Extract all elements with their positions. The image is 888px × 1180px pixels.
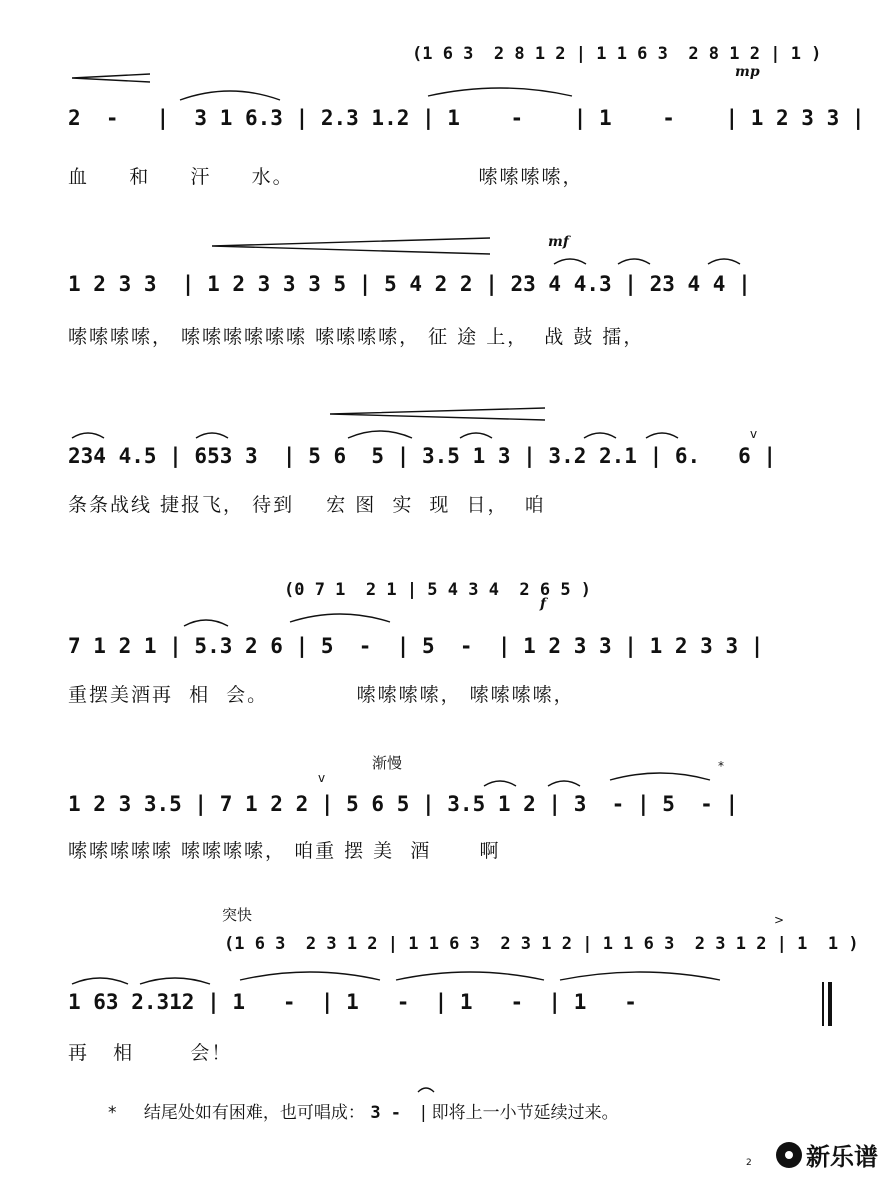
tempo-sudden-fast: 突快 [222,906,253,924]
notes-line-5: 1 2 3 3.5 | 7 1 2 2 | 5 6 5 | 3.5 1 2 | 3 - | 5 - | [68,792,739,816]
site-logo [776,1137,878,1172]
breath-mark-1: v [750,427,758,441]
interlude-3: (1 6 3 2 3 1 2 | 1 1 6 3 2 3 1 2 | 1 1 6 3 2 3 1 2 | 1 1 ) [224,934,859,954]
disc-icon [776,1142,802,1168]
footnote-text-before: 结尾处如有困难，也可唱成： [143,1103,365,1123]
dynamic-f: f [540,596,547,612]
notes-line-4: 7 1 2 1 | 5.3 2 6 | 5 - | 5 - | 1 2 3 3 | 1 2 3 3 | [68,634,764,658]
lyrics-line-3: 条条战线 捷报飞， 待到 宏 图 实 现 日， 咱 [68,494,546,516]
notes-line-6: 1 63 2.312 | 1 - | 1 - | 1 - | 1 - [68,990,637,1014]
lyrics-line-5: 嗦嗦嗦嗦嗦 嗦嗦嗦嗦， 咱重 摆 美 酒 啊 [68,840,501,862]
accent-mark: > [774,913,785,927]
lyrics-line-6: 再 相 会！ [68,1042,233,1064]
logo-text: 新乐谱 [806,1143,878,1171]
interlude-1: (1 6 3 2 8 1 2 | 1 1 6 3 2 8 1 2 | 1 ) [412,44,822,64]
footnote-text-after: | 即将上一小节延续过来。 [420,1103,619,1123]
footnote-notes: 3 - [370,1103,402,1123]
interlude-2: (0 7 1 2 1 | 5 4 3 4 2 6 5 ) [284,580,592,600]
lyrics-line-4: 重摆美酒再 相 会。 嗦嗦嗦嗦， 嗦嗦嗦嗦， [68,684,575,706]
lyrics-line-1: 血 和 汗 水。 嗦嗦嗦嗦， [68,166,584,188]
dynamic-mf: mf [548,234,569,250]
notes-line-1: 2 - | 3 1 6.3 | 2.3 1.2 | 1 - | 1 - | 1 2 3 3 | [68,106,865,130]
notes-line-2: 1 2 3 3 | 1 2 3 3 3 5 | 5 4 2 2 | 23 4 4.3 | 23 4 4 | [68,272,751,296]
footnote [108,1098,619,1123]
tempo-gradual-slow: 渐慢 [372,754,403,772]
fermata-asterisk: * [718,759,724,773]
lyrics-line-2: 嗦嗦嗦嗦， 嗦嗦嗦嗦嗦嗦 嗦嗦嗦嗦， 征 途 上， 战 鼓 擂， [68,326,645,348]
breath-mark-2: v [318,771,326,785]
dynamic-mp: mp [735,64,760,80]
footnote-marker: * [108,1103,117,1123]
page-number: 2 [746,1158,752,1168]
notes-line-3: 234 4.5 | 653 3 | 5 6 5 | 3.5 1 3 | 3.2 2.1 | 6. 6 | [68,444,777,468]
